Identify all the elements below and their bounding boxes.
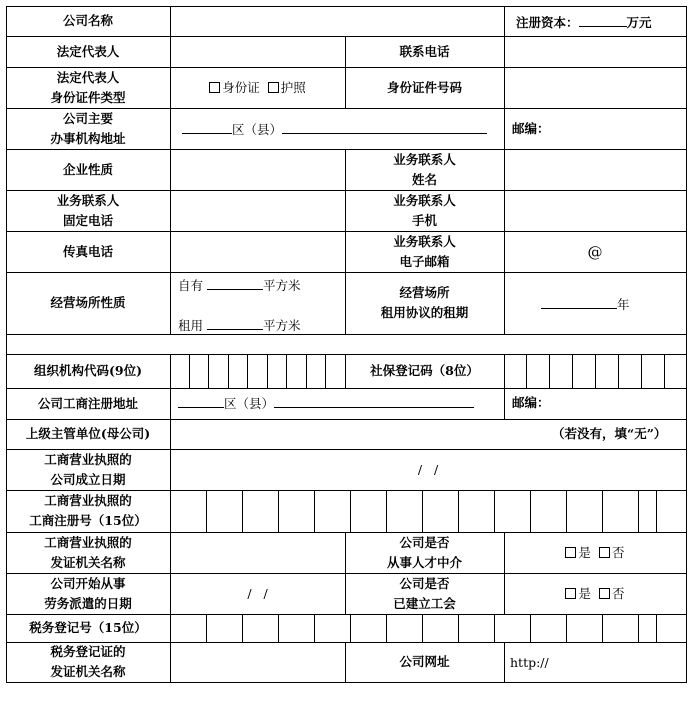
license-reg-no-line2: 工商注册号（15位） xyxy=(29,513,147,528)
company-name-label xyxy=(6,6,170,36)
checkbox-icon[interactable] xyxy=(209,82,220,93)
contact-phone-text: 联系电话 xyxy=(399,43,450,59)
tax-cert-issuer-line2: 发证机关名称 xyxy=(50,664,126,679)
license-establish-date-line2: 公司成立日期 xyxy=(50,471,126,487)
id-option-passport-label: 护照 xyxy=(280,79,306,95)
legal-rep-id-type-line1: 法定代表人 xyxy=(56,69,120,85)
license-issuer-label xyxy=(6,532,170,573)
legal-rep-label xyxy=(6,36,170,67)
tax-reg-no-label xyxy=(6,614,170,642)
biz-postcode-label: 邮编： xyxy=(512,395,550,410)
registered-capital-blank[interactable] xyxy=(579,14,627,27)
legal-rep-id-type-label xyxy=(6,67,170,108)
company-website-text: 公司网址 xyxy=(399,654,450,669)
checkbox-icon[interactable] xyxy=(599,547,610,558)
biz-contact-email-label xyxy=(345,231,504,272)
premises-owned-blank[interactable] xyxy=(207,277,263,290)
fax-field[interactable] xyxy=(170,231,345,272)
establish-date-separator: / / xyxy=(417,461,439,477)
biz-contact-landline-label xyxy=(6,190,170,231)
license-issuer-field[interactable] xyxy=(170,532,345,573)
biz-contact-mobile-label xyxy=(345,190,504,231)
license-reg-no-line1: 工商营业执照的 xyxy=(44,493,132,508)
registration-form xyxy=(6,6,687,682)
biz-contact-name-label xyxy=(345,149,504,190)
website-prefix-text: http:// xyxy=(510,655,549,670)
lease-term-blank[interactable] xyxy=(541,296,617,309)
biz-contact-landline-line2: 固定电话 xyxy=(62,212,113,228)
id-type-options xyxy=(170,67,345,108)
biz-contact-name-line1: 业务联系人 xyxy=(393,151,456,167)
biz-contact-mobile-line2: 手机 xyxy=(411,212,437,228)
dispatch-start-date-line2: 劳务派遣的日期 xyxy=(44,595,132,611)
main-office-address-line1: 公司主要 xyxy=(62,110,113,126)
registered-capital[interactable] xyxy=(516,14,652,31)
checkbox-icon[interactable] xyxy=(599,588,610,599)
district-county-text: 区（县） xyxy=(232,122,283,137)
fax-text: 传真电话 xyxy=(62,243,113,259)
biz-contact-mobile-line1: 业务联系人 xyxy=(393,192,456,208)
contact-phone-field[interactable] xyxy=(504,36,686,67)
license-establish-date-label xyxy=(6,449,170,490)
talent-agency-options xyxy=(504,532,686,573)
license-establish-date-field[interactable] xyxy=(170,449,686,490)
license-issuer-line2: 发证机关名称 xyxy=(50,554,126,570)
biz-contact-email-line2: 电子邮箱 xyxy=(399,253,450,269)
lease-term-unit: 年 xyxy=(617,297,630,312)
biz-registered-address-label xyxy=(6,388,170,419)
social-security-code-label xyxy=(345,354,504,388)
premises-owned-unit: 平方米 xyxy=(263,278,301,293)
lease-term-label xyxy=(345,272,504,334)
lease-term-line1: 经营场所 xyxy=(399,285,450,300)
legal-rep-id-type-line2: 身份证件类型 xyxy=(50,89,126,105)
union-no-option[interactable] xyxy=(599,586,625,602)
checkbox-icon[interactable] xyxy=(268,82,279,93)
premises-rented-text: 租用 xyxy=(178,318,204,333)
talent-agency-line1: 公司是否 xyxy=(399,534,450,550)
parent-unit-text: 上级主管单位(母公司) xyxy=(25,426,151,441)
biz-address-blank[interactable] xyxy=(274,395,474,408)
id-number-field[interactable] xyxy=(504,67,686,108)
fax-label xyxy=(6,231,170,272)
biz-contact-landline-field[interactable] xyxy=(170,190,345,231)
license-reg-no-digits[interactable] xyxy=(170,490,686,532)
enterprise-nature-text: 企业性质 xyxy=(62,161,113,177)
tax-reg-no-text: 税务登记号（15位） xyxy=(29,620,147,635)
main-office-address-field[interactable] xyxy=(182,121,487,138)
checkbox-icon[interactable] xyxy=(565,588,576,599)
premises-nature-label xyxy=(6,272,170,334)
biz-registered-address-text: 公司工商注册地址 xyxy=(37,395,138,411)
company-website-field[interactable] xyxy=(510,655,549,671)
dispatch-start-date-label xyxy=(6,573,170,614)
company-website-label xyxy=(345,642,504,682)
spacer-row xyxy=(6,334,687,354)
talent-yes-label: 是 xyxy=(578,544,591,560)
biz-contact-name-line2: 姓名 xyxy=(411,171,437,187)
biz-contact-email-field[interactable] xyxy=(504,231,686,272)
parent-unit-note: （若没有，填“无”） xyxy=(552,426,667,441)
legal-rep-text: 法定代表人 xyxy=(56,43,120,59)
registered-capital-label: 注册资本： xyxy=(516,15,579,30)
tax-cert-issuer-field[interactable] xyxy=(170,642,345,682)
biz-district-blank[interactable] xyxy=(178,395,224,408)
talent-no-label: 否 xyxy=(612,544,625,560)
id-option-passport[interactable] xyxy=(268,80,306,96)
talent-no-option[interactable] xyxy=(599,545,625,561)
license-establish-date-line1: 工商营业执照的 xyxy=(44,451,132,467)
license-reg-no-label xyxy=(6,490,170,532)
license-issuer-line1: 工商营业执照的 xyxy=(44,534,132,550)
tax-cert-issuer-line1: 税务登记证的 xyxy=(50,644,126,659)
tax-reg-no-digits[interactable] xyxy=(170,614,686,642)
main-office-address-line2: 办事机构地址 xyxy=(50,130,126,146)
parent-unit-label xyxy=(6,419,170,449)
social-security-code-digits[interactable] xyxy=(504,354,686,388)
talent-agency-label xyxy=(345,532,504,573)
checkbox-icon[interactable] xyxy=(565,547,576,558)
dispatch-start-date-line1: 公司开始从事 xyxy=(50,575,126,591)
premises-rented-blank[interactable] xyxy=(207,317,263,330)
id-option-card[interactable] xyxy=(209,80,260,96)
contact-phone-label xyxy=(345,36,504,67)
company-name-text: 公司名称 xyxy=(62,13,113,28)
lease-term-field[interactable] xyxy=(541,296,630,313)
email-at-symbol: @ xyxy=(587,242,603,261)
union-yes-option[interactable] xyxy=(565,586,591,602)
union-line1: 公司是否 xyxy=(399,575,450,591)
org-code-text: 组织机构代码(9位) xyxy=(33,363,143,378)
premises-rented-line[interactable] xyxy=(178,317,301,334)
talent-agency-line2: 从事人才中介 xyxy=(386,554,462,570)
biz-registered-address-field[interactable] xyxy=(178,395,474,412)
registered-capital-unit: 万元 xyxy=(626,15,652,30)
main-office-address-label xyxy=(6,108,170,149)
premises-nature-text: 经营场所性质 xyxy=(50,295,126,310)
company-name-field[interactable] xyxy=(170,6,504,36)
address-blank[interactable] xyxy=(282,121,487,134)
lease-term-line2: 租用协议的租期 xyxy=(380,305,469,320)
legal-rep-field[interactable] xyxy=(170,36,345,67)
biz-district-county-text: 区（县） xyxy=(224,396,275,411)
union-yes-label: 是 xyxy=(578,585,591,601)
social-security-code-text: 社保登记码（8位） xyxy=(370,363,479,378)
dispatch-start-date-field[interactable] xyxy=(170,573,345,614)
org-code-label xyxy=(6,354,170,388)
union-line2: 已建立工会 xyxy=(393,595,456,611)
premises-rented-unit: 平方米 xyxy=(263,318,301,333)
org-code-digits[interactable] xyxy=(170,354,345,388)
parent-unit-field[interactable] xyxy=(170,419,550,449)
id-number-label xyxy=(345,67,504,108)
biz-contact-mobile-field[interactable] xyxy=(504,190,686,231)
tax-cert-issuer-label xyxy=(6,642,170,682)
biz-contact-landline-line1: 业务联系人 xyxy=(56,192,120,208)
premises-owned-text: 自有 xyxy=(178,278,204,293)
biz-contact-email-line1: 业务联系人 xyxy=(393,233,456,249)
dispatch-date-separator: / / xyxy=(247,585,268,601)
union-label xyxy=(345,573,504,614)
district-blank[interactable] xyxy=(182,121,232,134)
enterprise-nature-label xyxy=(6,149,170,190)
enterprise-nature-field[interactable] xyxy=(170,149,345,190)
premises-owned-line[interactable] xyxy=(178,277,301,294)
union-no-label: 否 xyxy=(612,585,625,601)
id-number-text: 身份证件号码 xyxy=(386,79,462,95)
id-option-card-label: 身份证 xyxy=(222,79,260,95)
biz-contact-name-field[interactable] xyxy=(504,149,686,190)
union-options xyxy=(504,573,686,614)
talent-yes-option[interactable] xyxy=(565,545,591,561)
postcode-label: 邮编： xyxy=(512,121,550,136)
